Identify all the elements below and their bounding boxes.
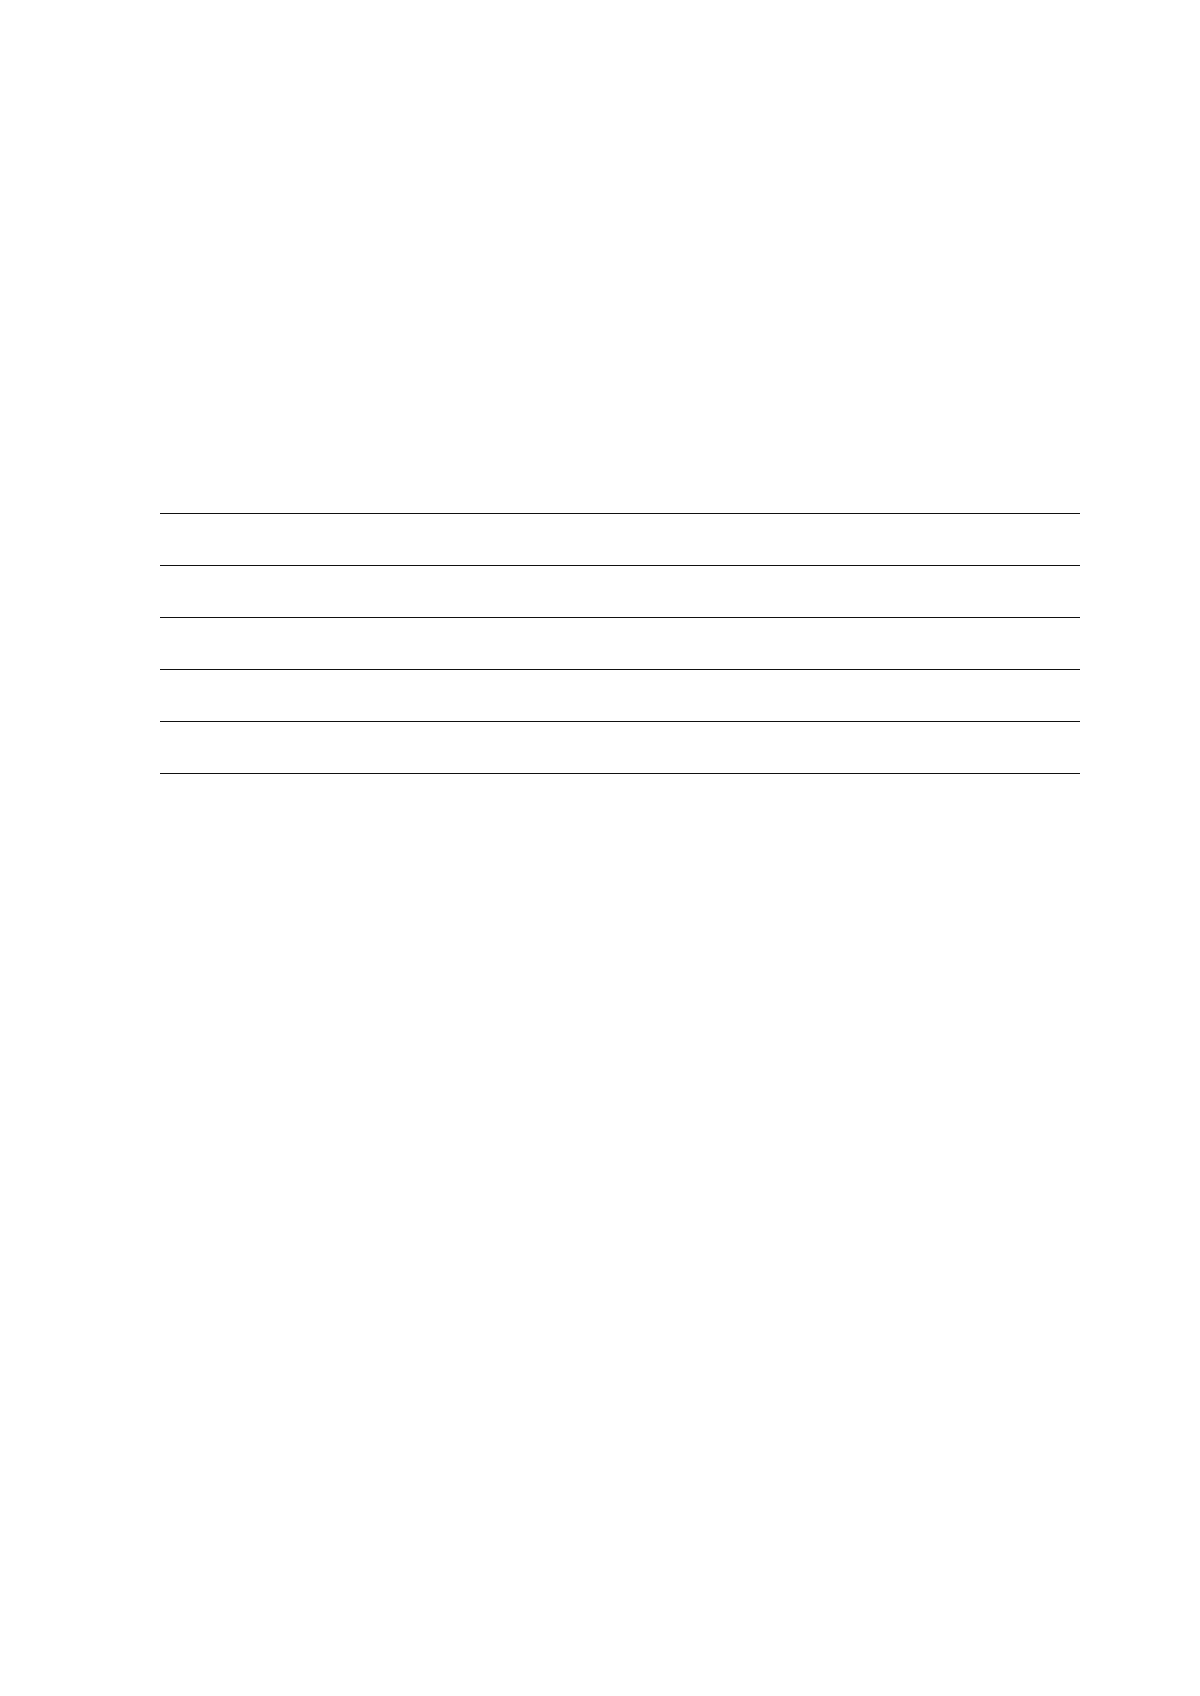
form-field (150, 632, 1080, 670)
document-subtitle (150, 396, 1080, 428)
signature-caption (150, 788, 1080, 816)
field-blank-line (160, 641, 1080, 670)
form-fields (150, 476, 1080, 816)
form-field (150, 684, 1080, 722)
field-blank-line (160, 589, 1080, 618)
document-title (150, 360, 1080, 396)
header-line (610, 256, 1080, 288)
header-line (610, 192, 1080, 224)
field-blank-line (160, 745, 1080, 774)
header-line (610, 128, 1080, 160)
form-field (150, 736, 1080, 774)
header-line (610, 96, 1080, 128)
form-field (150, 528, 1080, 566)
field-blank-line (160, 537, 1080, 566)
form-field (150, 476, 1080, 514)
document-header (610, 96, 1080, 288)
field-blank-line (160, 485, 1080, 514)
field-blank-line (160, 693, 1080, 722)
form-field (150, 580, 1080, 618)
header-line (610, 224, 1080, 256)
header-line (610, 160, 1080, 192)
